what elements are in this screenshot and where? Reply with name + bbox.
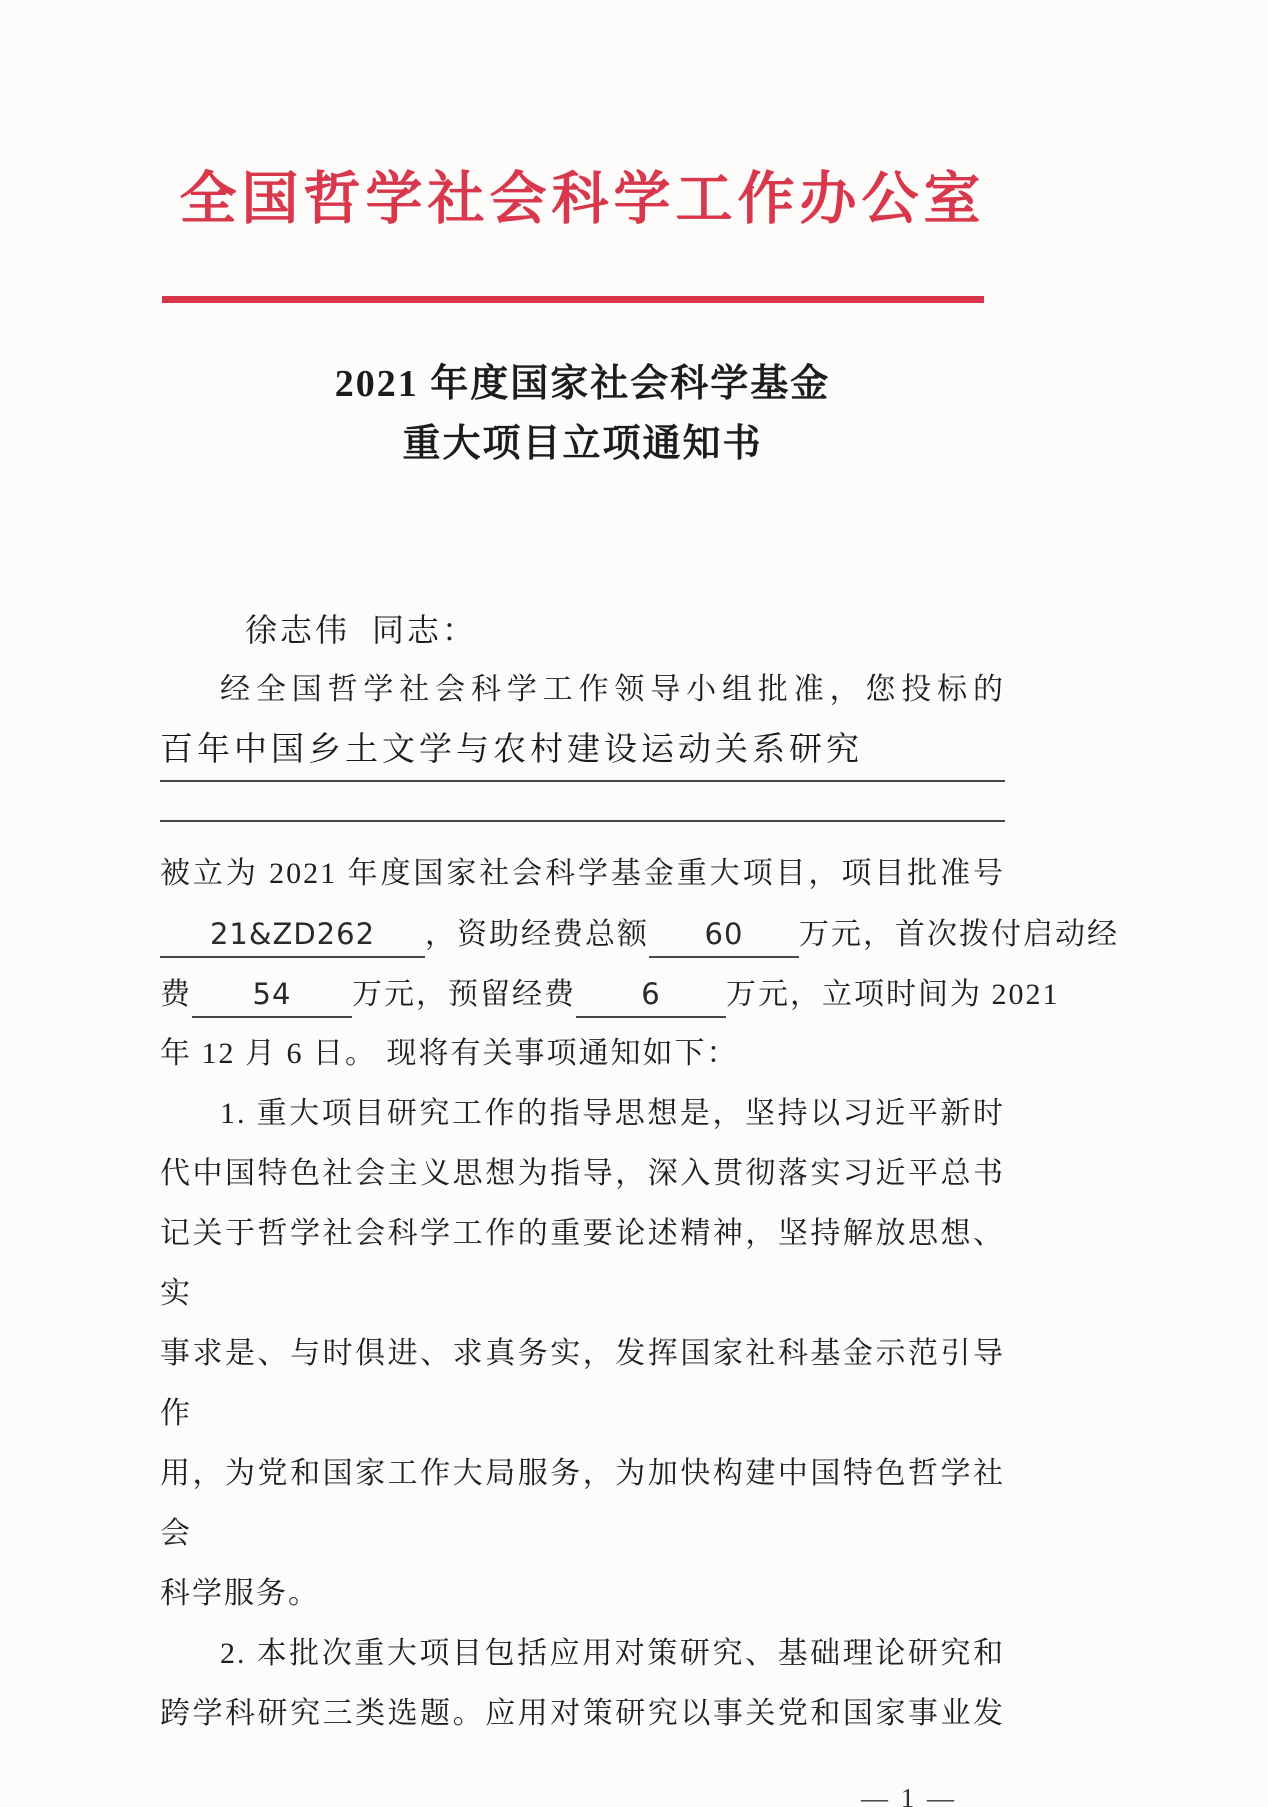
- total-funding-value: 60: [704, 917, 744, 951]
- reserve-value: 6: [641, 977, 661, 1011]
- recipient-name: 徐志伟: [245, 612, 351, 648]
- item1-line: 科学服务。: [160, 1577, 320, 1610]
- item1-line: 代中国特色社会主义思想为指导，深入贯彻落实习近平总书: [160, 1157, 1005, 1190]
- item1-line: 用，为党和国家工作大局服务，为加快构建中国特色哲学社会: [160, 1457, 1005, 1550]
- item2-line: 2. 本批次重大项目包括应用对策研究、基础理论研究和: [220, 1637, 1005, 1670]
- item1-paragraph: [160, 1084, 1005, 1624]
- letterhead-office-name: 全国哲学社会科学工作办公室: [179, 168, 986, 231]
- document-title-line2: 重大项目立项通知书: [402, 423, 763, 465]
- blank-fill-line: [160, 782, 1005, 822]
- grant-number-line: [160, 904, 1119, 964]
- letterhead-red-rule: [162, 296, 984, 303]
- page-number: — 1 —: [861, 1783, 957, 1807]
- grant-number-value: 21&ZD262: [209, 917, 376, 951]
- payment-line: [160, 964, 1060, 1024]
- reserve-blank: [576, 964, 726, 1018]
- date-line: 年 12 月 6 日。 现将有关事项通知如下：: [160, 1037, 739, 1070]
- salutation-suffix: 同志：: [372, 612, 478, 648]
- item1-line: 1. 重大项目研究工作的指导思想是，坚持以习近平新时: [220, 1097, 1005, 1130]
- intro-line: 经全国哲学社会科学工作领导小组批准，您投标的: [220, 673, 1005, 706]
- salutation: [245, 600, 1005, 660]
- total-funding-label: ，资助经费总额: [425, 918, 649, 951]
- approved-line: 被立为 2021 年度国家社会科学基金重大项目，项目批准号: [160, 857, 1005, 890]
- document-title-line1: 2021 年度国家社会科学基金: [334, 363, 831, 405]
- fee-char: 费: [160, 978, 192, 1011]
- first-payment-blank: [192, 964, 352, 1018]
- item2-paragraph: [160, 1624, 1005, 1744]
- item1-line: 事求是、与时俱进、求真务实，发挥国家社科基金示范引导作: [160, 1337, 1005, 1430]
- item2-line: 跨学科研究三类选题。应用对策研究以事关党和国家事业发: [160, 1697, 1005, 1730]
- grant-number-blank: [160, 904, 425, 958]
- item1-line: 记关于哲学社会科学工作的重要论述精神，坚持解放思想、实: [160, 1217, 1005, 1310]
- approval-time-label: 万元，立项时间为 2021: [726, 978, 1060, 1011]
- project-title-filled: 百年中国乡土文学与农村建设运动关系研究: [160, 720, 1005, 782]
- reserve-label: 万元，预留经费: [352, 978, 576, 1011]
- first-payment-value: 54: [252, 977, 292, 1011]
- document-content: [160, 0, 1119, 1807]
- first-payment-label: 万元，首次拨付启动经: [799, 918, 1119, 951]
- document-title: [160, 354, 1005, 474]
- total-funding-blank: [649, 904, 799, 958]
